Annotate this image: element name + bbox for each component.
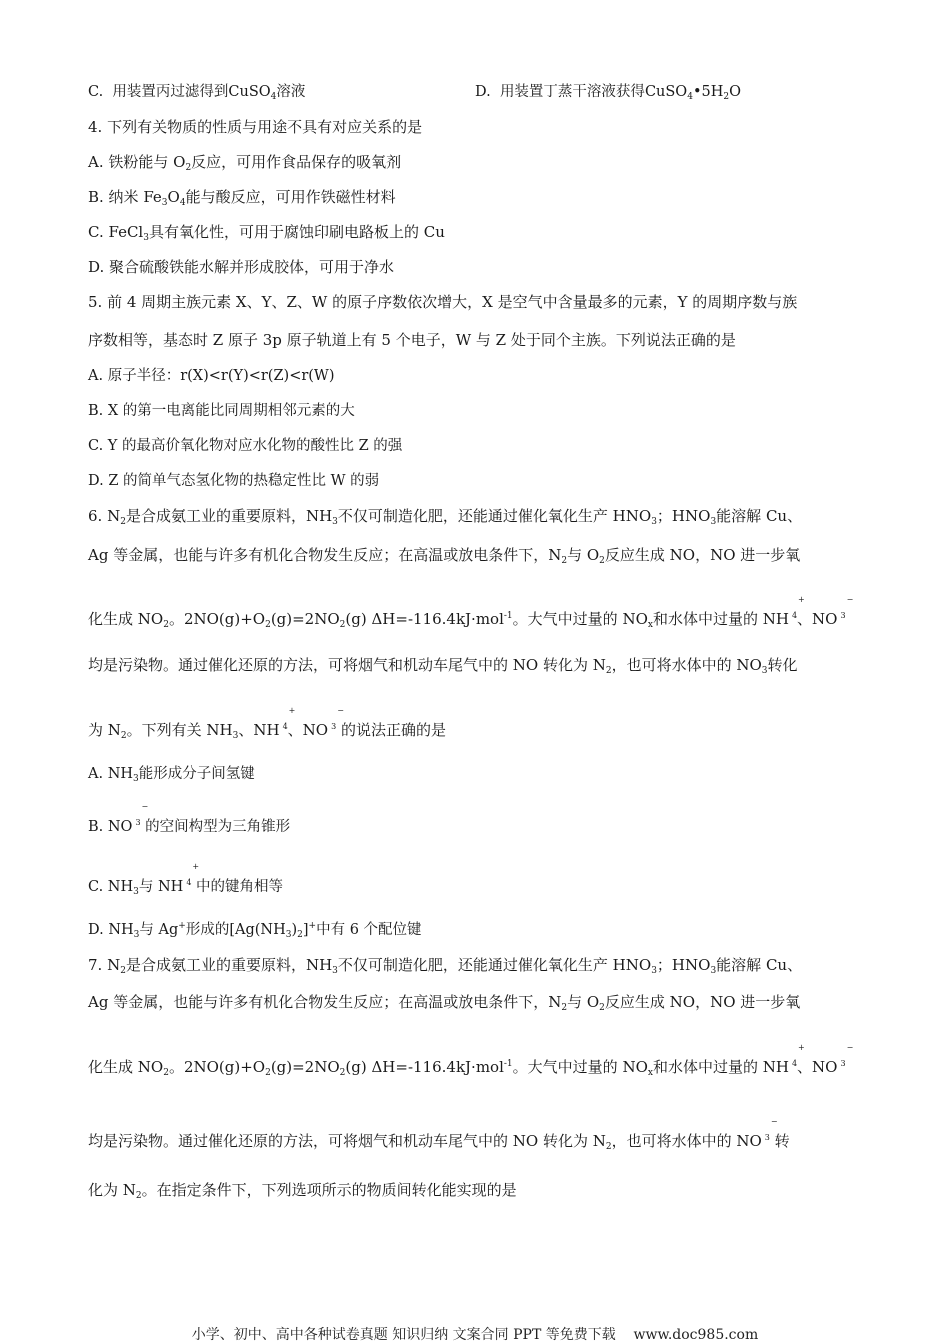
q3-option-c: C. 用装置丙过滤得到CuSO$_4$溶液 [88, 84, 306, 102]
q6-stem-line3: 化生成 $NO_2$。$2NO(g)+O_2(g)=2NO_2(g)$ ΔH=-116.4kJ·mol$^{-1}$。大气中过量的 $NO_x$和水体中过量的 NH $^4$ + 、NO $^3$ − [88, 595, 854, 630]
q6-stem-line2: Ag 等金属，也能与许多有机化合物发生反应；在高温或放电条件下，$N_2$与 $O_2$反应生成 NO，NO 进一步氧 [88, 546, 801, 566]
page-footer [0, 1324, 950, 1344]
q7-stem-line5: 化为 $N_2$。在指定条件下，下列选项所示的物质间转化能实现的是 [88, 1181, 517, 1201]
nitrate-ion: $^3$ − [135, 802, 149, 827]
q6-option-a: A. $NH_3$能形成分子间氢键 [88, 766, 255, 784]
ammonium-ion: $^4$ + [791, 595, 805, 620]
q4-option-d: D. 聚合硫酸铁能水解并形成胶体，可用于净水 [88, 258, 395, 276]
q4-option-a: A. 铁粉能与 $O_2$反应，可用作食品保存的吸氧剂 [88, 153, 402, 173]
nitrate-ion: $^3$ − [764, 1117, 778, 1142]
q6-stem-line1: 6. $N_2$是合成氨工业的重要原料，$NH_3$不仅可制造化肥，还能通过催化氧化生产 $HNO_3$；$HNO_3$能溶解 Cu、 [88, 507, 803, 527]
nitrate-ion: $^3$ − [331, 706, 344, 731]
footer-text: 小学、初中、高中各种试卷真题 知识归纳 文案合同 PPT 等免费下载 www.doc985.com [191, 1327, 759, 1343]
q4-option-b: B. 纳米 $Fe_3O_4$能与酸反应，可用作铁磁性材料 [88, 188, 396, 208]
q5-stem-line2: 序数相等，基态时 Z 原子 3p 原子轨道上有 5 个电子，W 与 Z 处于同个主族。下列说法正确的是 [88, 331, 736, 349]
q7-stem-line4: 均是污染物。通过催化还原的方法，可将烟气和机动车尾气中的 NO 转化为 $N_2$，也可将水体中的 NO $^3$ − 转 [88, 1117, 790, 1152]
q4-option-c: C. FeCl$_3$具有氧化性，可用于腐蚀印刷电路板上的 Cu [88, 223, 445, 243]
q6-option-c: C. $NH_3$与 NH $^4$ + 中的键角相等 [88, 862, 284, 897]
q5-stem-line1: 5. 前 4 周期主族元素 X、Y、Z、W 的原子序数依次增大，X 是空气中含量最多的元素，Y 的周期序数与族 [88, 293, 798, 311]
q7-stem-line3: 化生成 $NO_2$。$2NO(g)+O_2(g)=2NO_2(g)$ ΔH=-116.4kJ·mol$^{-1}$。大气中过量的 $NO_x$和水体中过量的 NH $^4$ + 、NO $^3$ − [88, 1043, 854, 1078]
q6-stem-line4: 均是污染物。通过催化还原的方法，可将烟气和机动车尾气中的 NO 转化为 $N_2$，也可将水体中的 $NO_3$转化 [88, 656, 798, 676]
q5-option-d: D. Z 的简单气态氢化物的热稳定性比 W 的弱 [88, 473, 380, 489]
q4-stem: 4. 下列有关物质的性质与用途不具有对应关系的是 [88, 118, 423, 136]
q6-option-d: D. $NH_3$与 Ag+形成的$[Ag(NH_3)_2]^+$中有 6 个配位键 [88, 921, 422, 940]
q6-option-b: B. NO $^3$ − 的空间构型为三角锥形 [88, 802, 291, 835]
q7-stem-line2: Ag 等金属，也能与许多有机化合物发生反应；在高温或放电条件下，$N_2$与 $O_2$反应生成 NO，NO 进一步氧 [88, 993, 801, 1013]
q7-stem-line1: 7. $N_2$是合成氨工业的重要原料，$NH_3$不仅可制造化肥，还能通过催化氧化生产 $HNO_3$；$HNO_3$能溶解 Cu、 [88, 956, 803, 976]
q5-option-c: C. Y 的最高价氧化物对应水化物的酸性比 Z 的强 [88, 438, 403, 454]
ammonium-ion: $^4$ + [282, 706, 296, 731]
ammonium-ion: $^4$ + [186, 862, 200, 887]
q3-option-d: D. 用装置丁蒸干溶液获得$CuSO_4•5H_2O$ [475, 84, 741, 102]
ammonium-ion: $^4$ + [791, 1043, 805, 1068]
nitrate-ion: $^3$ − [840, 595, 854, 620]
nitrate-ion: $^3$ − [840, 1043, 854, 1068]
q5-option-a: A. 原子半径：r(X)<r(Y)<r(Z)<r(W) [88, 368, 335, 384]
q6-stem-line5: 为 $N_2$。下列有关 $NH_3$、NH $^4$ + 、NO $^3$ − 的说法正确的是 [88, 706, 446, 741]
q5-option-b: B. X 的第一电离能比同周期相邻元素的大 [88, 403, 355, 419]
